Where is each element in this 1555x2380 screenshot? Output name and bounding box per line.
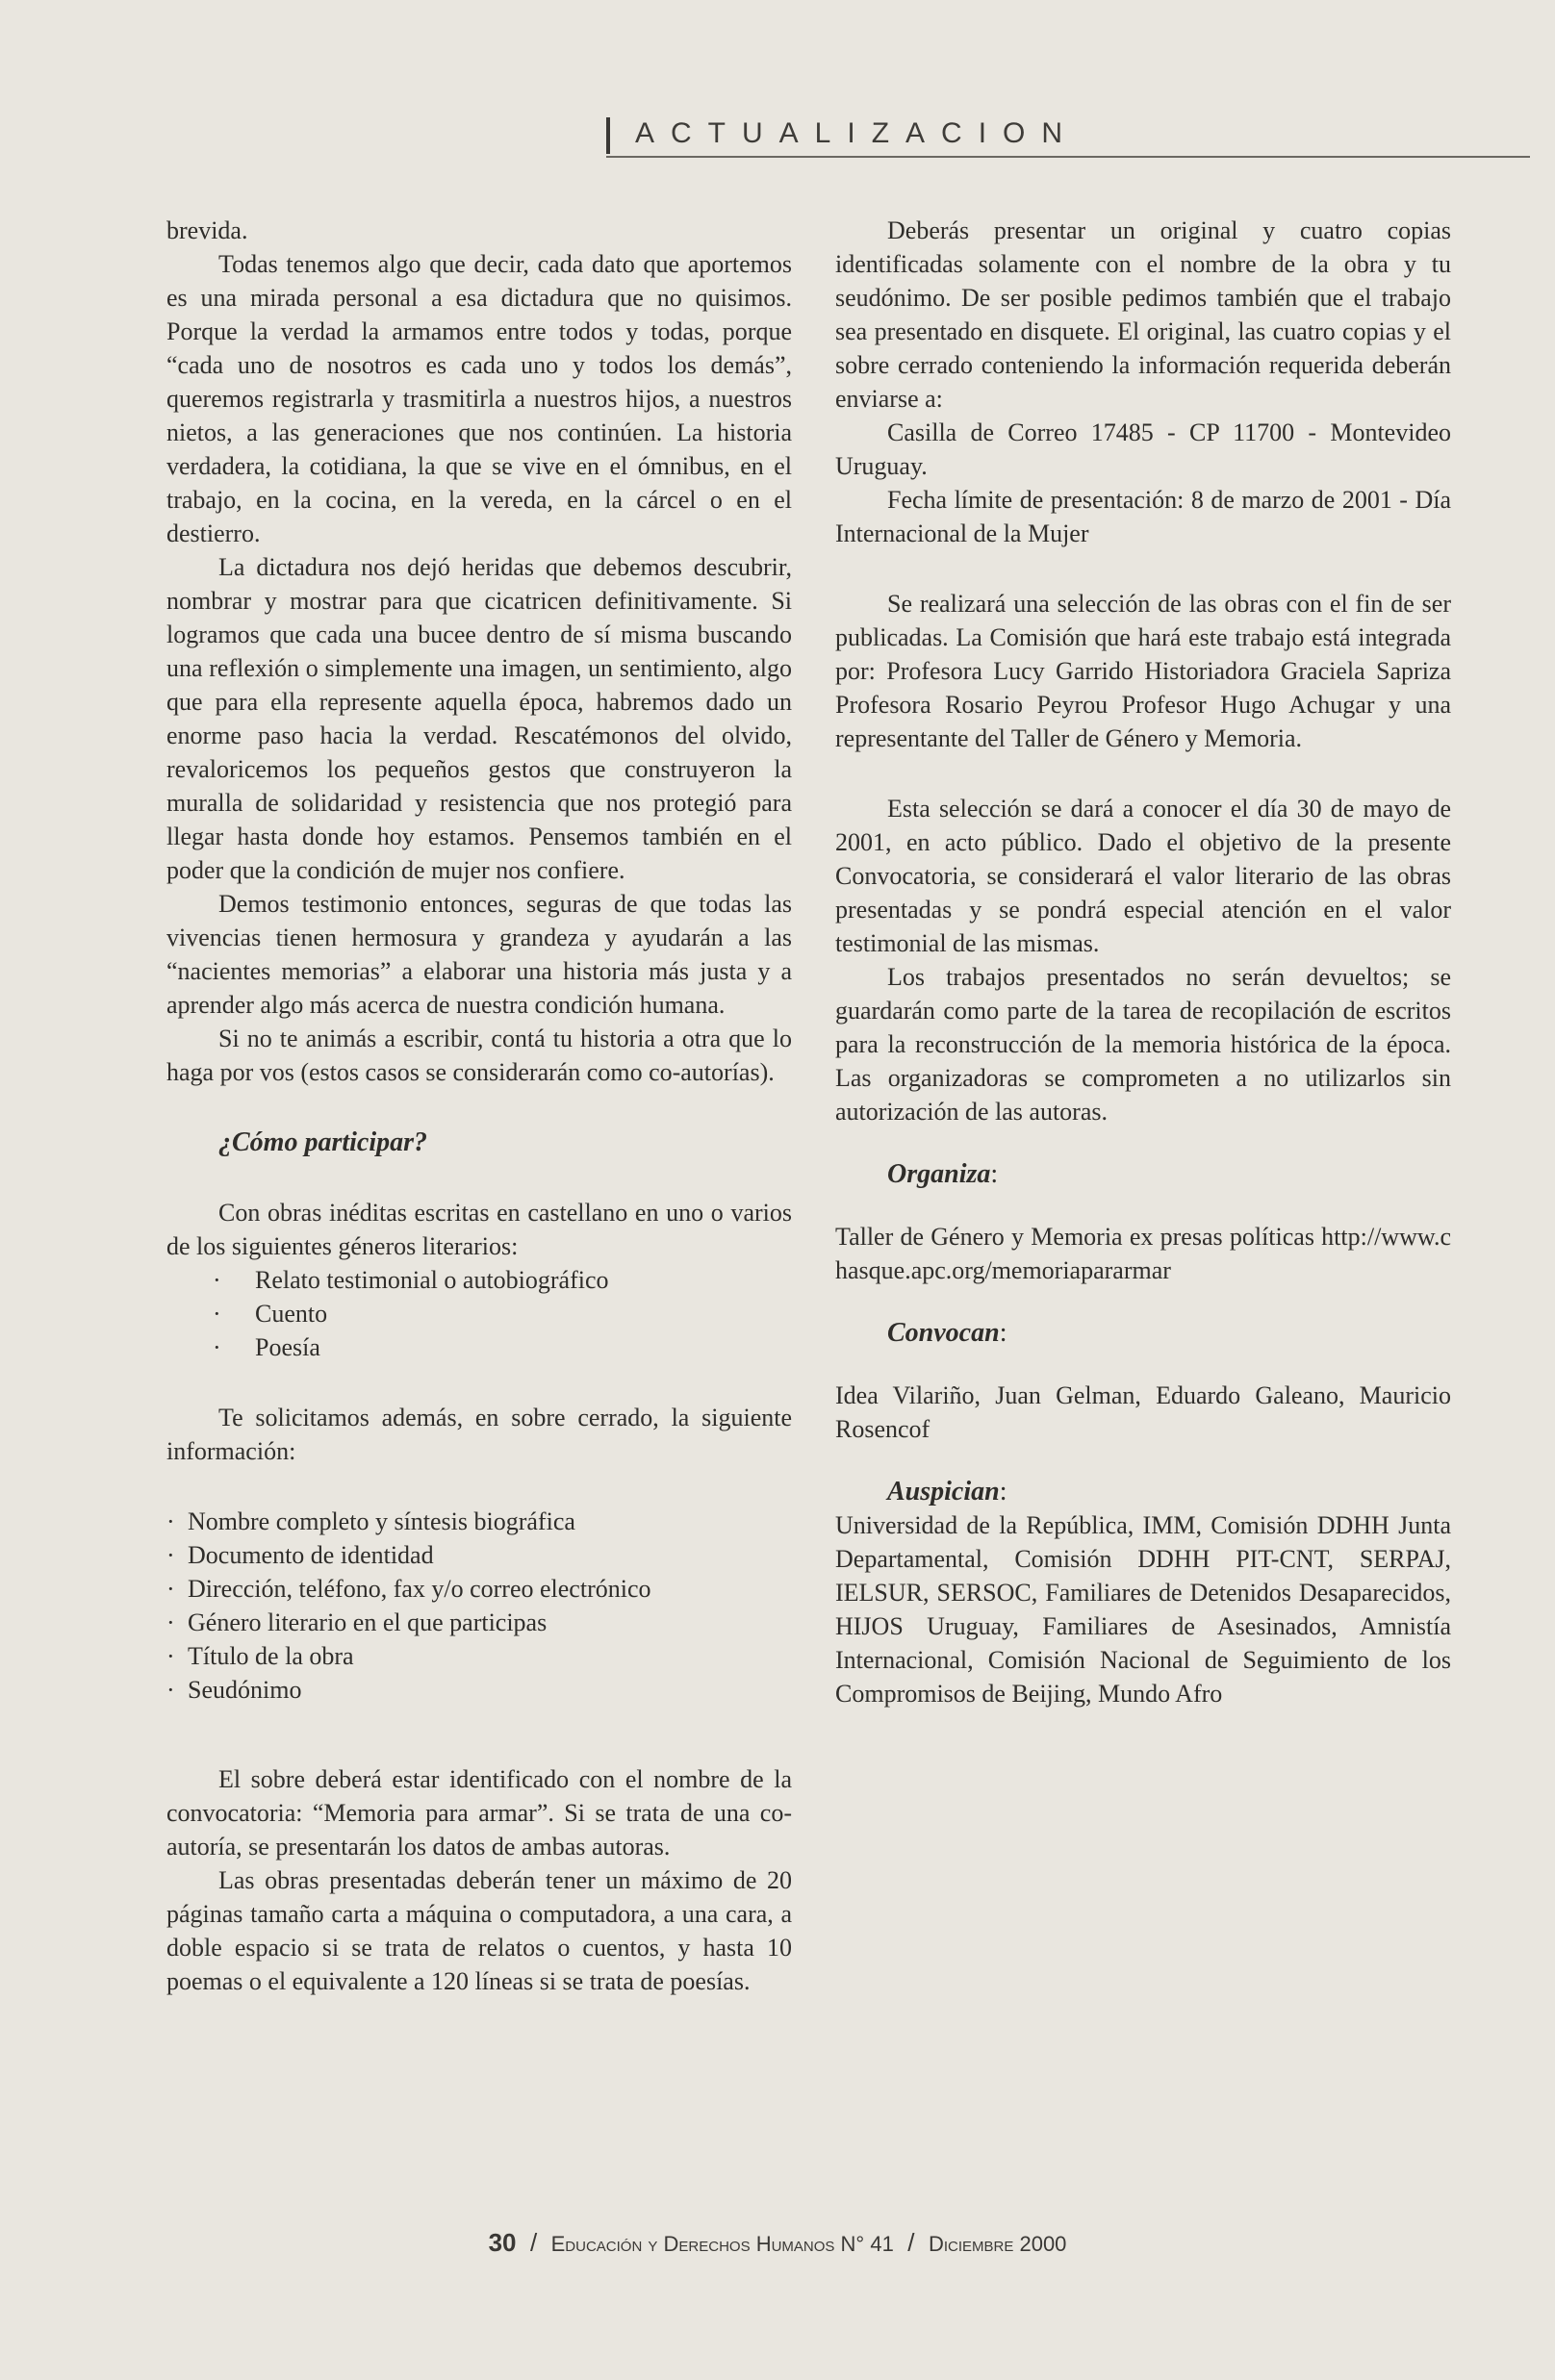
publication-name: Educación y Derechos Humanos N° 41 <box>550 2232 894 2256</box>
list-item: · Dirección, teléfono, fax y/o correo electrónico <box>166 1575 651 1603</box>
list-item: · Cuento <box>213 1300 328 1328</box>
paragraph: Esta selección se dará a conocer el día 30 de mayo de 2001, en acto público. Dado el objetivo de la presente Convocatoria, se considerará el valor literario de las obras presentadas y se pondrá especial atención en el valor testimonial de las mismas. <box>835 795 1451 957</box>
convocan-text: Idea Vilariño, Juan Gelman, Eduardo Galeano, Mauricio Rosencof <box>835 1381 1451 1443</box>
info-list <box>166 1505 792 1707</box>
organiza-text: Taller de Género y Memoria ex presas políticas http://www.chasque.apc.org/memoriapararmar <box>835 1223 1451 1284</box>
page-number: 30 <box>488 2228 517 2257</box>
auspician-heading: Auspician: <box>887 1477 1007 1506</box>
paragraph: El sobre deberá estar identificado con el nombre de la convocatoria: “Memoria para armar”. Si se trata de una co-autoría, se presentarán los datos de ambas autoras. <box>166 1765 792 1861</box>
list-item: · Poesía <box>213 1333 320 1361</box>
paragraph: Te solicitamos además, en sobre cerrado, la siguiente información: <box>166 1404 792 1465</box>
list-item: · Relato testimonial o autobiográfico <box>213 1266 609 1294</box>
paragraph: brevida. <box>166 216 248 244</box>
paragraph: Casilla de Correo 17485 - CP 11700 - Montevideo Uruguay. <box>835 418 1451 480</box>
footer-separator: / <box>907 2228 915 2257</box>
paragraph: Todas tenemos algo que decir, cada dato que aportemos es una mirada personal a esa dictadura que no quisimos. Porque la verdad la armamos entre todos y todas, porque “cada uno de nosotros es cada uno y todos los demás”, queremos registrarla y trasmitirla a nuestros hijos, a nuestros nietos, a las generaciones que nos continúen. La historia verdadera, la cotidiana, la que se vive en el ómnibus, en el trabajo, en la cocina, en la vereda, en la cárcel o en el destierro. <box>166 250 792 547</box>
paragraph: Demos testimonio entonces, seguras de que todas las vivencias tienen hermosura y grandeza y ayudarán a las “nacientes memorias” a elaborar una historia más justa y a aprender algo más acerca de nuestra condición humana. <box>166 890 792 1019</box>
paragraph: Se realizará una selección de las obras con el fin de ser publicadas. La Comisión que hará este trabajo está integrada por: Profesora Lucy Garrido Historiadora Graciela Sapriza Profesora Rosario Peyrou Profesor Hugo Achugar y una representante del Taller de Género y Memoria. <box>835 590 1451 752</box>
left-column <box>166 214 792 1998</box>
genre-list <box>166 1263 792 1364</box>
list-item: · Seudónimo <box>166 1676 302 1704</box>
header-rule-mark <box>606 117 610 154</box>
paragraph: Deberás presentar un original y cuatro copias identificadas solamente con el nombre de la obra y tu seudónimo. De ser posible pedimos también que el trabajo sea presentado en disquete. El original, las cuatro copias y el sobre cerrado conteniendo la información requerida deberán enviarse a: <box>835 216 1451 413</box>
paragraph: Con obras inéditas escritas en castellano en uno o varios de los siguientes géneros literarios: <box>166 1199 792 1260</box>
section-heading: ¿Cómo participar? <box>218 1127 428 1157</box>
list-item: · Documento de identidad <box>166 1541 434 1569</box>
right-column <box>835 214 1451 1710</box>
footer-separator: / <box>529 2228 538 2257</box>
section-title: ACTUALIZACION <box>635 117 1080 149</box>
organiza-heading: Organiza: <box>887 1159 999 1189</box>
paragraph: Fecha límite de presentación: 8 de marzo de 2001 - Día Internacional de la Mujer <box>835 486 1451 547</box>
paragraph: Las obras presentadas deberán tener un máximo de 20 páginas tamaño carta a máquina o computadora, a una cara, a doble espacio si se trata de relatos o cuentos, y hasta 10 poemas o el equivalente a 120 líneas si se trata de poesías. <box>166 1866 792 1995</box>
auspician-text: Universidad de la República, IMM, Comisión DDHH Junta Departamental, Comisión DDHH PIT-CNT, SERPAJ, IELSUR, SERSOC, Familiares de Detenidos Desaparecidos, HIJOS Uruguay, Familiares de Asesinados, Amnistía Internacional, Comisión Nacional de Seguimiento de los Compromisos de Beijing, Mundo Afro <box>835 1511 1451 1708</box>
list-item: · Nombre completo y síntesis biográfica <box>166 1507 575 1535</box>
paragraph: Los trabajos presentados no serán devueltos; se guardarán como parte de la tarea de recopilación de escritos para la reconstrucción de la memoria histórica de la época. Las organizadoras se comprometen a no utilizarlos sin autorización de las autoras. <box>835 963 1451 1126</box>
paragraph: La dictadura nos dejó heridas que debemos descubrir, nombrar y mostrar para que cicatricen definitivamente. Si logramos que cada una bucee dentro de sí misma buscando una reflexión o simplemente una imagen, un sentimiento, algo que para ella represente aquella época, habremos dado un enorme paso hacia la verdad. Rescatémonos del olvido, revaloricemos los pequeños gestos que construyeron la muralla de solidaridad y resistencia que nos protegió para llegar hasta donde hoy estamos. Pensemos también en el poder que la condición de mujer nos confiere. <box>166 553 792 884</box>
publication-date: Diciembre 2000 <box>928 2232 1067 2256</box>
list-item: · Título de la obra <box>166 1642 354 1670</box>
convocan-heading: Convocan: <box>887 1318 1007 1348</box>
paragraph: Si no te animás a escribir, contá tu historia a otra que lo haga por vos (estos casos se considerarán como co-autorías). <box>166 1025 792 1086</box>
section-header <box>606 114 1530 158</box>
page-footer <box>0 2228 1555 2258</box>
list-item: · Género literario en el que participas <box>166 1608 548 1636</box>
